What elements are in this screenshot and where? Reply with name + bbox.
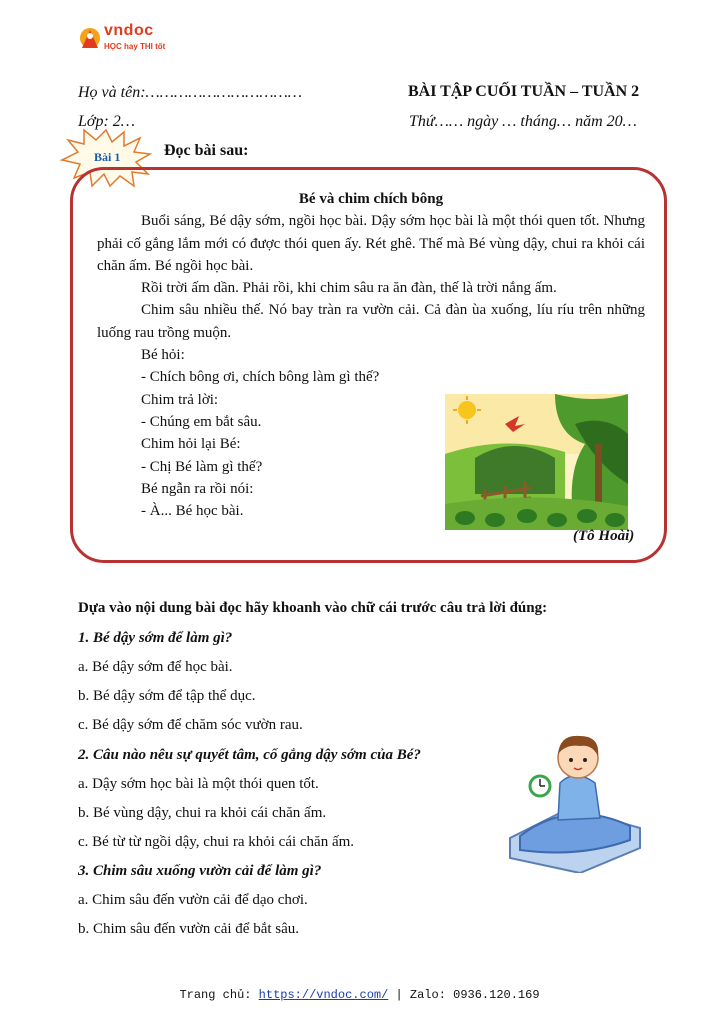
dialogue-line: - Chị Bé làm gì thế? [141, 458, 263, 475]
story-title: Bé và chim chích bông [298, 191, 444, 207]
passage-paragraph: Chim sâu nhiều thế. Nó bay tràn ra vườn cải. Cả đàn ùa xuống, líu ríu trên những luống rau trồng muộn. [97, 302, 645, 341]
answer-option: a. Bé dậy sớm để học bài. [78, 659, 233, 675]
dialogue-line: Chim hỏi lại Bé: [141, 436, 241, 453]
dialogue-line: Chim trả lời: [141, 391, 219, 408]
dialogue-line: - Chúng em bắt sâu. [141, 413, 262, 430]
passage-paragraph: Buổi sáng, Bé dậy sớm, ngồi học bài. Dậy sớm học bài là một thói quen tốt. Nhưng phải cố gắng lắm mới có được thói quen ấy. Rét ghê. Thế mà Bé vùng dậy, chui ra khỏi cái chăn ấm. Bé ngồi học bài. [97, 213, 645, 274]
brand-tagline: HỌC hay THI tốt [104, 42, 166, 51]
answer-option: c. Bé dậy sớm để chăm sóc vườn rau. [78, 717, 303, 733]
child-waking-illustration [500, 728, 650, 873]
dialogue-line: - Chích bông ơi, chích bông làm gì thế? [141, 369, 380, 386]
passage-paragraph: Rồi trời ấm dần. Phải rồi, khi chim sâu ra ăn đàn, thế là trời nắng ấm. [141, 280, 557, 297]
date-label: Thứ…… ngày … tháng… năm 20… [409, 113, 637, 130]
garden-illustration [445, 394, 628, 530]
answer-option: b. Chim sâu đến vườn cải để bắt sâu. [78, 921, 300, 937]
footer-home-link[interactable]: https://vndoc.com/ [258, 988, 389, 1002]
question-title: 2. Câu nào nêu sự quyết tâm, cố gắng dậy sớm của Bé? [78, 747, 421, 763]
worksheet-title: BÀI TẬP CUỐI TUẦN – TUẦN 2 [408, 83, 640, 100]
page-footer [0, 988, 719, 1002]
exercise-badge: Bài 1 [94, 150, 121, 164]
brand-name: vndoc [104, 22, 154, 39]
class-label: Lớp: 2… [78, 113, 135, 130]
dialogue-line: - À... Bé học bài. [141, 503, 244, 520]
footer-separator: | [395, 988, 403, 1002]
name-label: Họ và tên:…………………………… [78, 84, 303, 101]
answer-option: b. Bé vùng dậy, chui ra khỏi cái chăn ấm. [78, 805, 327, 821]
dialogue-line: Bé hỏi: [141, 347, 185, 364]
footer-home-label: Trang chủ: [179, 988, 252, 1002]
answer-option: c. Bé từ từ ngồi dậy, chui ra khỏi cái chăn ấm. [78, 834, 355, 850]
footer-zalo: Zalo: 0936.120.169 [409, 988, 540, 1002]
question-title: 3. Chim sâu xuống vườn cải để làm gì? [78, 863, 322, 879]
answer-option: b. Bé dậy sớm để tập thể dục. [78, 688, 256, 704]
question-title: 1. Bé dậy sớm để làm gì? [78, 630, 233, 646]
dialogue-line: Bé ngẫn ra rồi nói: [141, 480, 254, 497]
answer-option: a. Chim sâu đến vườn cải để dạo chơi. [78, 892, 308, 908]
answer-option: a. Dậy sớm học bài là một thói quen tốt. [78, 776, 319, 792]
exercise-instruction: Đọc bài sau: [164, 142, 249, 159]
author-credit: (Tô Hoài) [573, 528, 635, 544]
questions-instruction: Dựa vào nội dung bài đọc hãy khoanh vào chữ cái trước câu trả lời đúng: [78, 600, 548, 616]
